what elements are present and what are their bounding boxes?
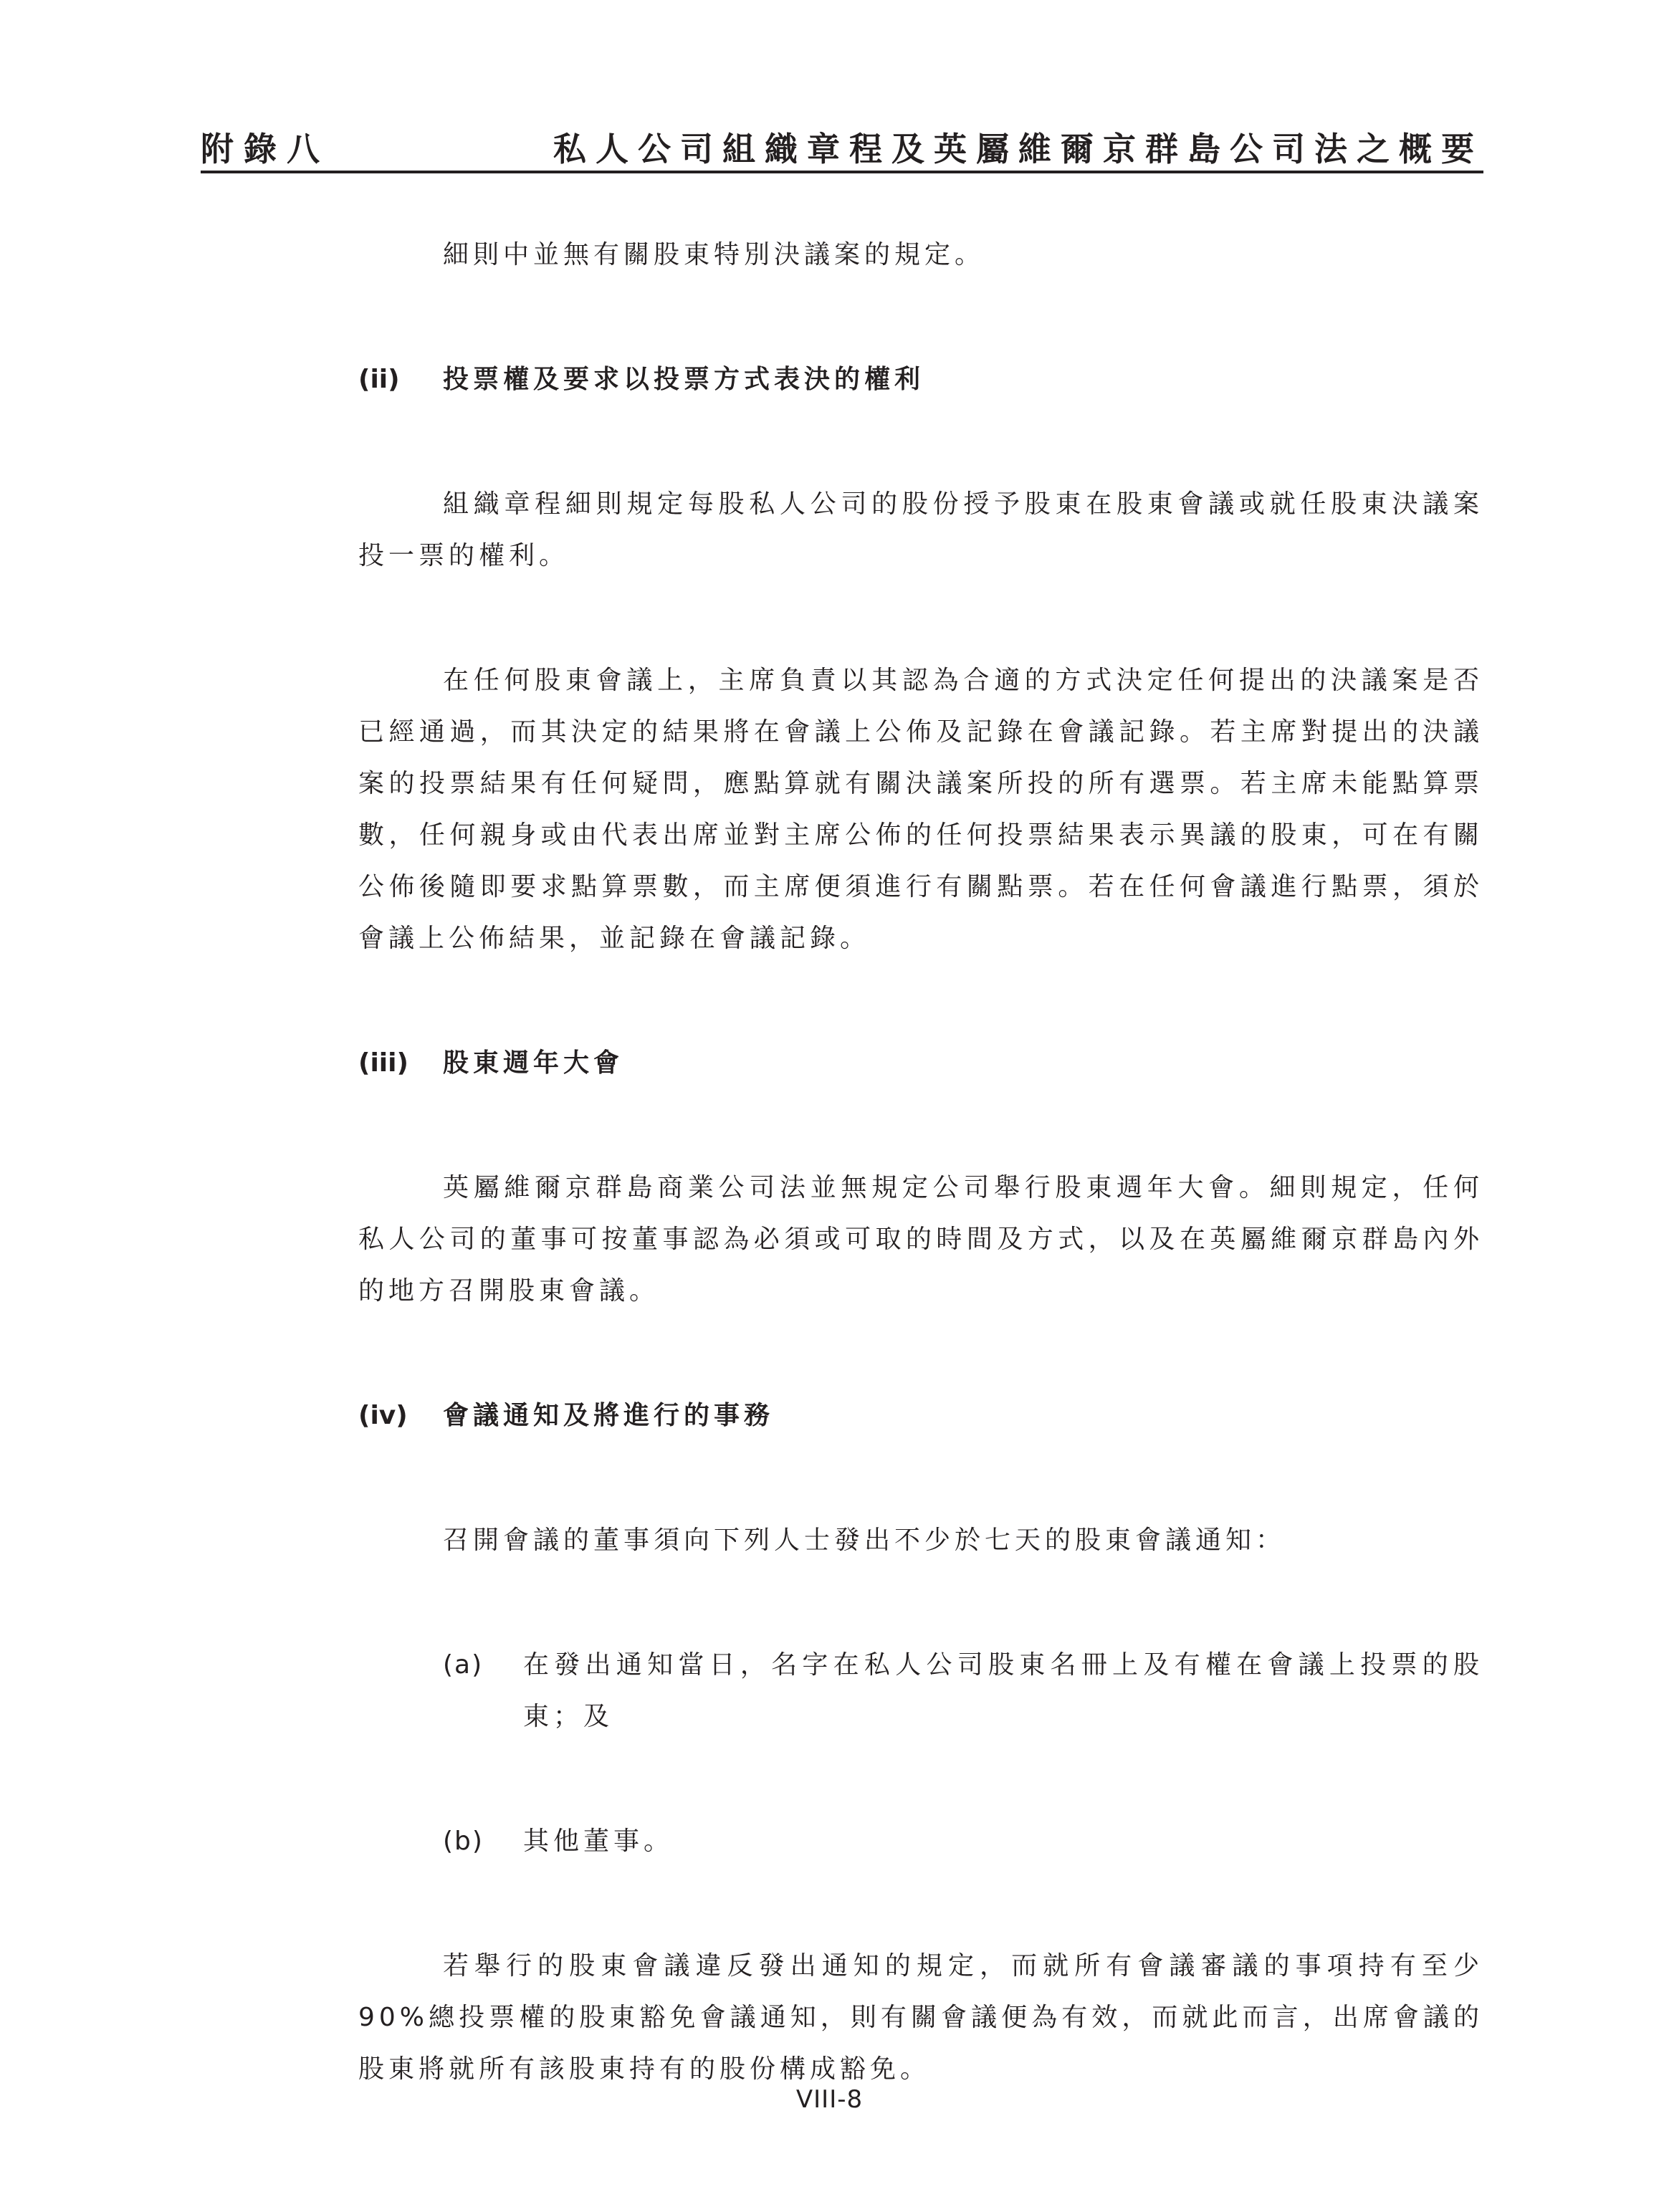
header-rule xyxy=(201,171,1483,173)
list-item-label: (a) xyxy=(443,1650,484,1680)
header-title: 私人公司組織章程及英屬維爾京群島公司法之概要 xyxy=(553,130,1483,168)
section-number: (ii) xyxy=(358,365,400,394)
section-number: (iii) xyxy=(358,1048,408,1078)
list-item xyxy=(443,1639,1483,1743)
paragraph: 召開會議的董事須向下列人士發出不少於七天的股東會議通知： xyxy=(443,1526,1286,1555)
section-heading-ii xyxy=(358,354,1483,406)
section-title: 投票權及要求以投票方式表決的權利 xyxy=(443,365,925,394)
list-item-text: 在發出通知當日，名字在私人公司股東名冊上及有權在會議上投票的股東；及 xyxy=(523,1650,1483,1731)
appendix-label: 附錄八 xyxy=(201,130,330,168)
paragraph: 組織章程細則規定每股私人公司的股份授予股東在股東會議或就任股東決議案投一票的權利。 xyxy=(358,489,1483,570)
section-heading-iii xyxy=(358,1038,1483,1089)
paragraph: 英屬維爾京群島商業公司法並無規定公司舉行股東週年大會。細則規定，任何私人公司的董事可按董事認為必須或可取的時間及方式，以及在英屬維爾京群島內外的地方召開股東會議。 xyxy=(358,1173,1483,1306)
document-body xyxy=(358,229,1483,2095)
paragraph: 在任何股東會議上，主席負責以其認為合適的方式決定任何提出的決議案是否已經通過，而其決定的結果將在會議上公佈及記錄在會議記錄。若主席對提出的決議案的投票結果有任何疑問，應點算就有關決議案所投的所有選票。若主席未能點算票數，任何親身或由代表出席並對主席公佈的任何投票結果表示異議的股東，可在有關公佈後隨即要求點算票數，而主席便須進行有關點票。若在任何會議進行點票，須於會議上公佈結果，並記錄在會議記錄。 xyxy=(358,666,1483,953)
section-title: 會議通知及將進行的事務 xyxy=(443,1401,775,1430)
list-item xyxy=(443,1816,1483,1867)
paragraph: 若舉行的股東會議違反發出通知的規定，而就所有會議審議的事項持有至少90%總投票權的股東豁免會議通知，則有關會議便為有效，而就此而言，出席會議的股東將就所有該股東持有的股份構成豁免。 xyxy=(358,1951,1483,2084)
section-number: (iv) xyxy=(358,1401,408,1430)
section-title: 股東週年大會 xyxy=(443,1048,624,1078)
section-heading-iv xyxy=(358,1390,1483,1442)
page-header xyxy=(201,107,1483,172)
page-number: VIII-8 xyxy=(795,2085,864,2114)
list-item-label: (b) xyxy=(443,1826,484,1856)
intro-paragraph: 細則中並無有關股東特別決議案的規定。 xyxy=(443,240,985,269)
list-item-text: 其他董事。 xyxy=(523,1826,674,1856)
